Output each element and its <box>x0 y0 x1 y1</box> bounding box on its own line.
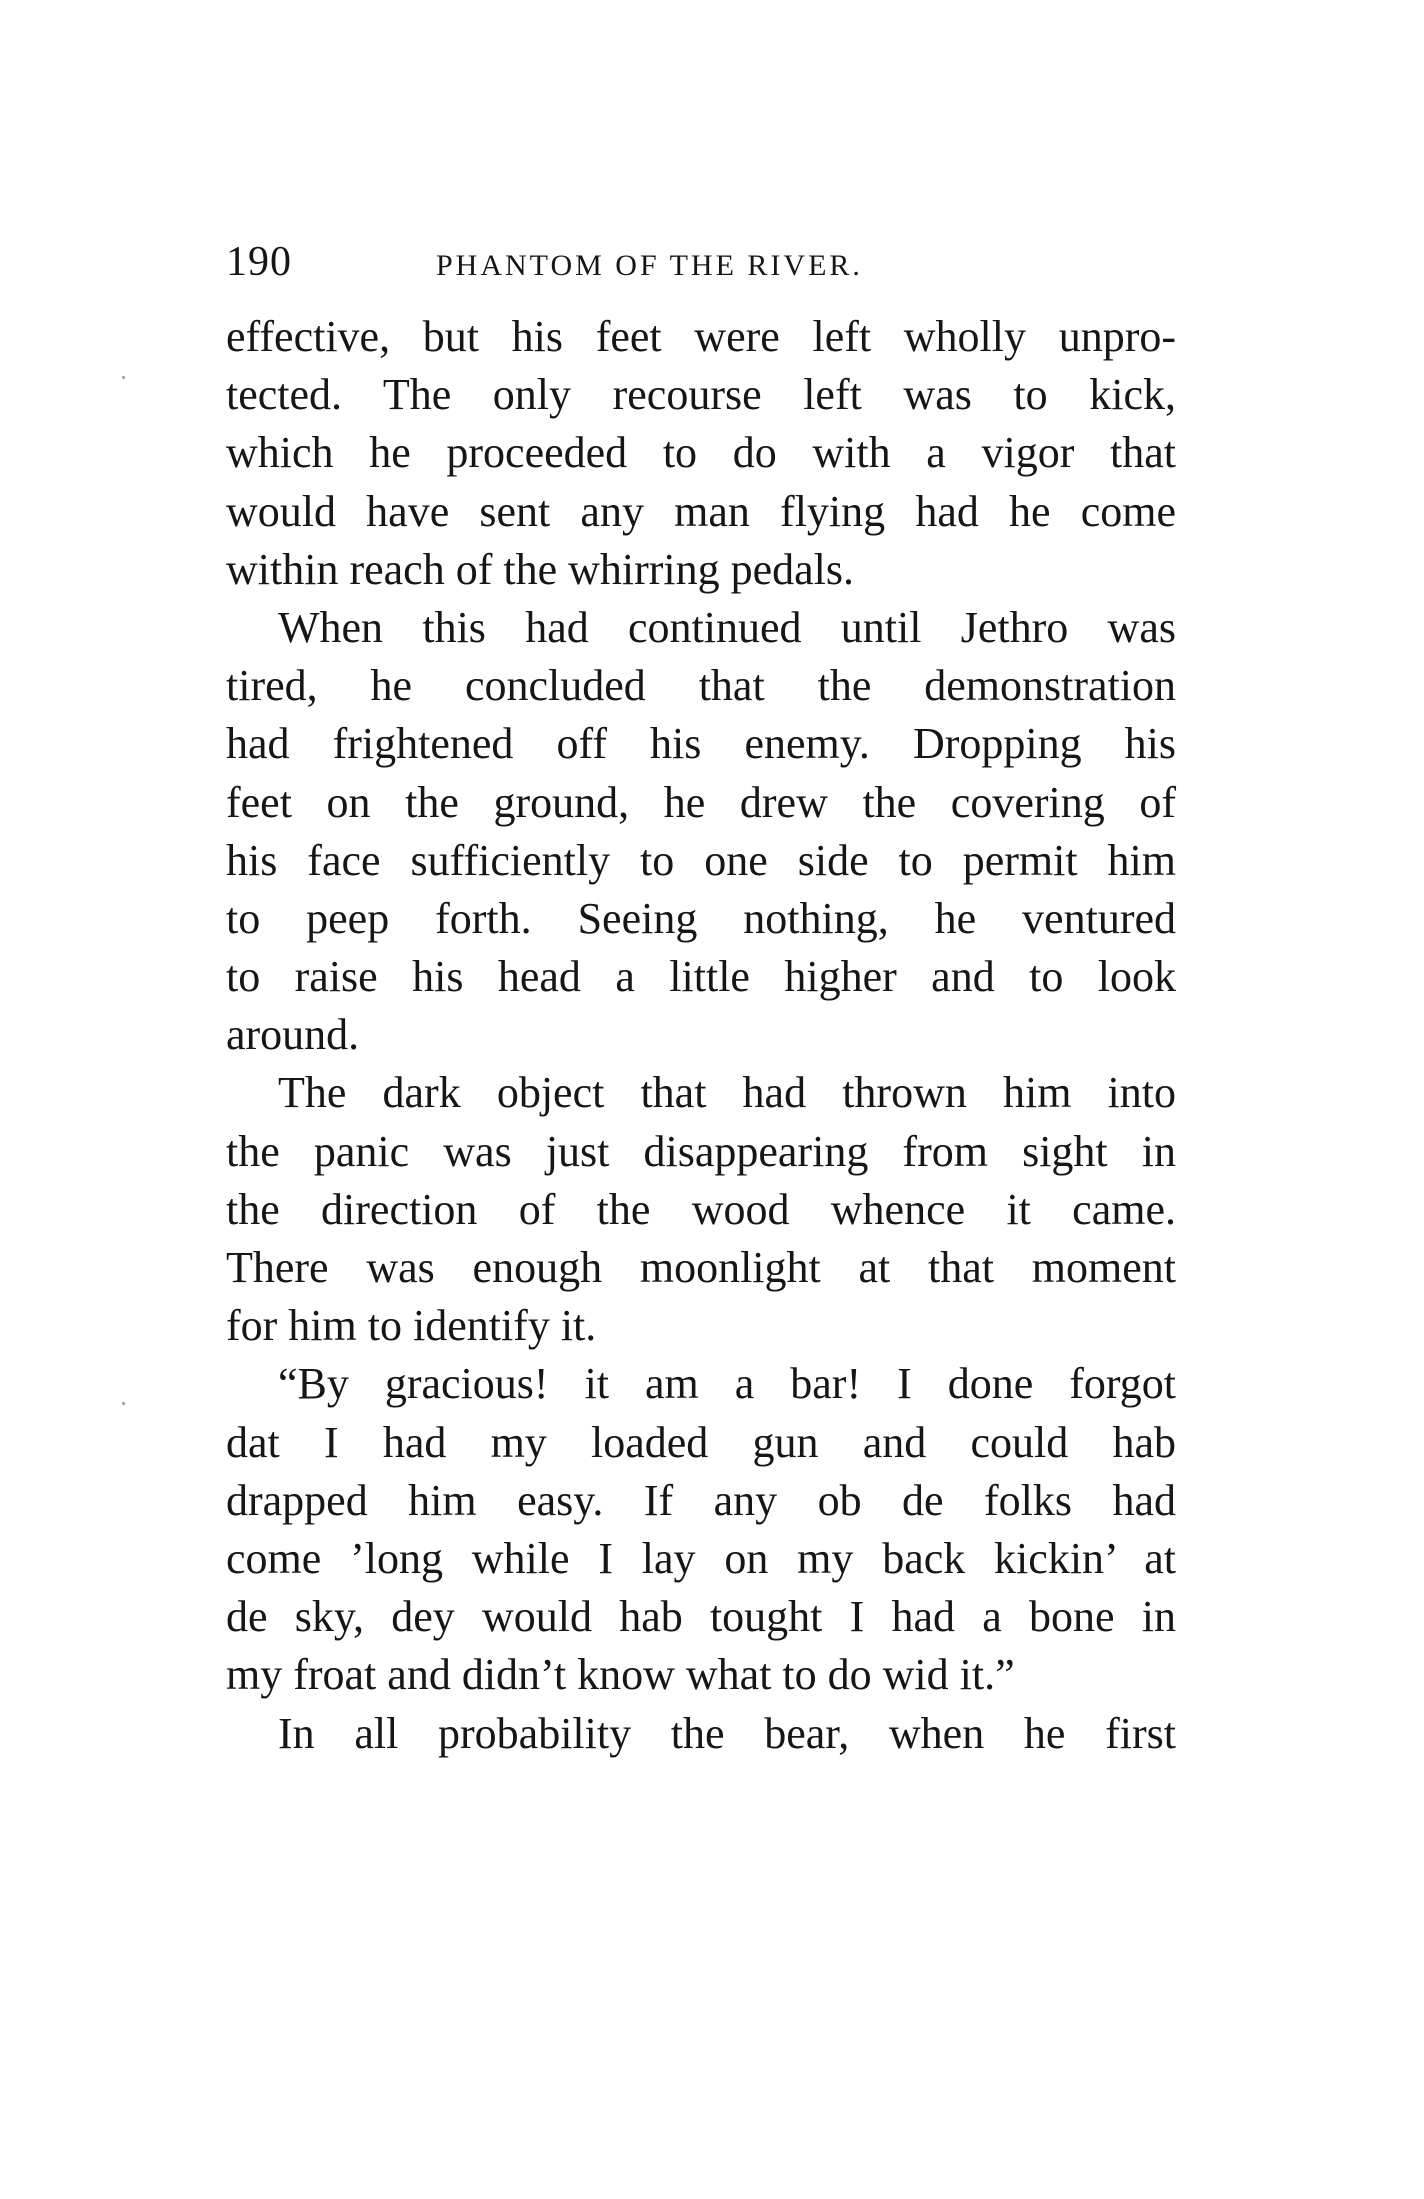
text-line: There was enough moonlight at that moment <box>226 1243 1176 1292</box>
text-line: the panic was just disappearing from sight in <box>226 1126 1176 1176</box>
text-line: “By gracious! it am a bar! I done forgot <box>278 1359 1176 1409</box>
page-header <box>226 232 1176 292</box>
text-line: When this had continued until Jethro was <box>278 602 1176 652</box>
text-line: his face sufficiently to one side to permit him <box>226 835 1176 885</box>
text-line: around. <box>226 1010 360 1060</box>
text-line: which he proceeded to do with a vigor that <box>226 428 1176 478</box>
text-line: had frightened off his enemy. Dropping his <box>226 719 1176 769</box>
text-line: the direction of the wood whence it came. <box>226 1184 1176 1234</box>
text-line: to raise his head a little higher and to look <box>226 952 1176 1002</box>
text-line: my froat and didn’t know what to do wid it.” <box>226 1650 1015 1700</box>
text-line: come ’long while I lay on my back kickin’ at <box>226 1533 1176 1583</box>
text-line: In all probability the bear, when he first <box>278 1708 1176 1758</box>
text-line: effective, but his feet were left wholly unpro- <box>226 312 1176 361</box>
text-line: dat I had my loaded gun and could hab <box>226 1417 1176 1467</box>
text-line: de sky, dey would hab tought I had a bone in <box>226 1592 1176 1642</box>
text-line: for him to identify it. <box>226 1301 597 1351</box>
text-line: tired, he concluded that the demonstration <box>226 661 1176 711</box>
text-line: to peep forth. Seeing nothing, he ventured <box>226 893 1176 943</box>
paper-speck <box>122 1402 125 1405</box>
text-line: feet on the ground, he drew the covering of <box>226 777 1176 827</box>
text-line: tected. The only recourse left was to kick, <box>226 370 1176 420</box>
running-title: PHANTOM OF THE RIVER. <box>436 249 863 282</box>
body-text <box>226 308 1176 1763</box>
page-number: 190 <box>226 239 292 285</box>
text-line: would have sent any man flying had he come <box>226 486 1176 536</box>
text-line: The dark object that had thrown him into <box>278 1068 1176 1118</box>
text-line: drapped him easy. If any ob de folks had <box>226 1475 1176 1525</box>
paper-speck <box>122 376 125 379</box>
text-line: within reach of the whirring pedals. <box>226 544 855 594</box>
